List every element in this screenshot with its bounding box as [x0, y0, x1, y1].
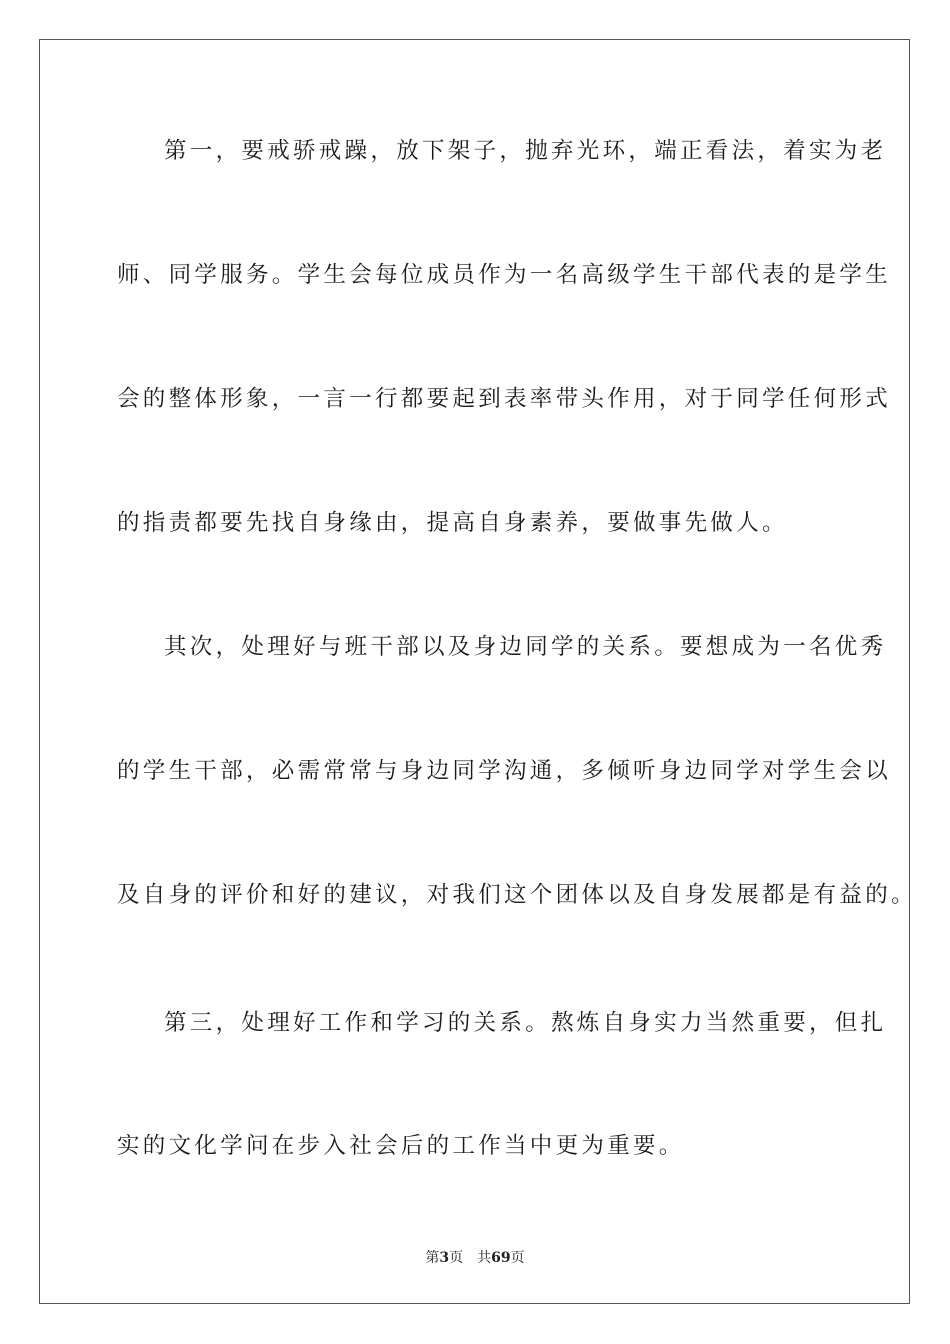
total-suffix: 页	[510, 1250, 525, 1266]
page-footer	[0, 1248, 950, 1268]
text-line: 会的整体形象，一言一行都要起到表率带头作用，对于同学任何形式	[117, 386, 892, 412]
text-line: 的学生干部，必需常常与身边同学沟通，多倾听身边同学对学生会以	[117, 758, 892, 784]
text-line: 的指责都要先找自身缘由，提高自身素养，要做事先做人。	[117, 510, 788, 536]
text-line: 第三，处理好工作和学习的关系。熬炼自身实力当然重要，但扎	[164, 1010, 887, 1036]
total-prefix: 共	[477, 1250, 492, 1266]
text-line: 其次，处理好与班干部以及身边同学的关系。要想成为一名优秀	[164, 634, 887, 660]
page-suffix: 页	[449, 1250, 464, 1266]
text-line: 第一，要戒骄戒躁，放下架子，抛弃光环，端正看法，着实为老	[164, 138, 887, 164]
page-prefix: 第	[425, 1250, 440, 1266]
text-line: 及自身的评价和好的建议，对我们这个团体以及自身发展都是有益的。	[117, 882, 917, 908]
total-pages: 69	[491, 1250, 511, 1266]
page-number: 3	[439, 1250, 450, 1266]
text-line: 师、同学服务。学生会每位成员作为一名高级学生干部代表的是学生	[117, 262, 892, 288]
page-frame	[39, 39, 910, 1304]
text-line: 实的文化学问在步入社会后的工作当中更为重要。	[117, 1133, 685, 1159]
